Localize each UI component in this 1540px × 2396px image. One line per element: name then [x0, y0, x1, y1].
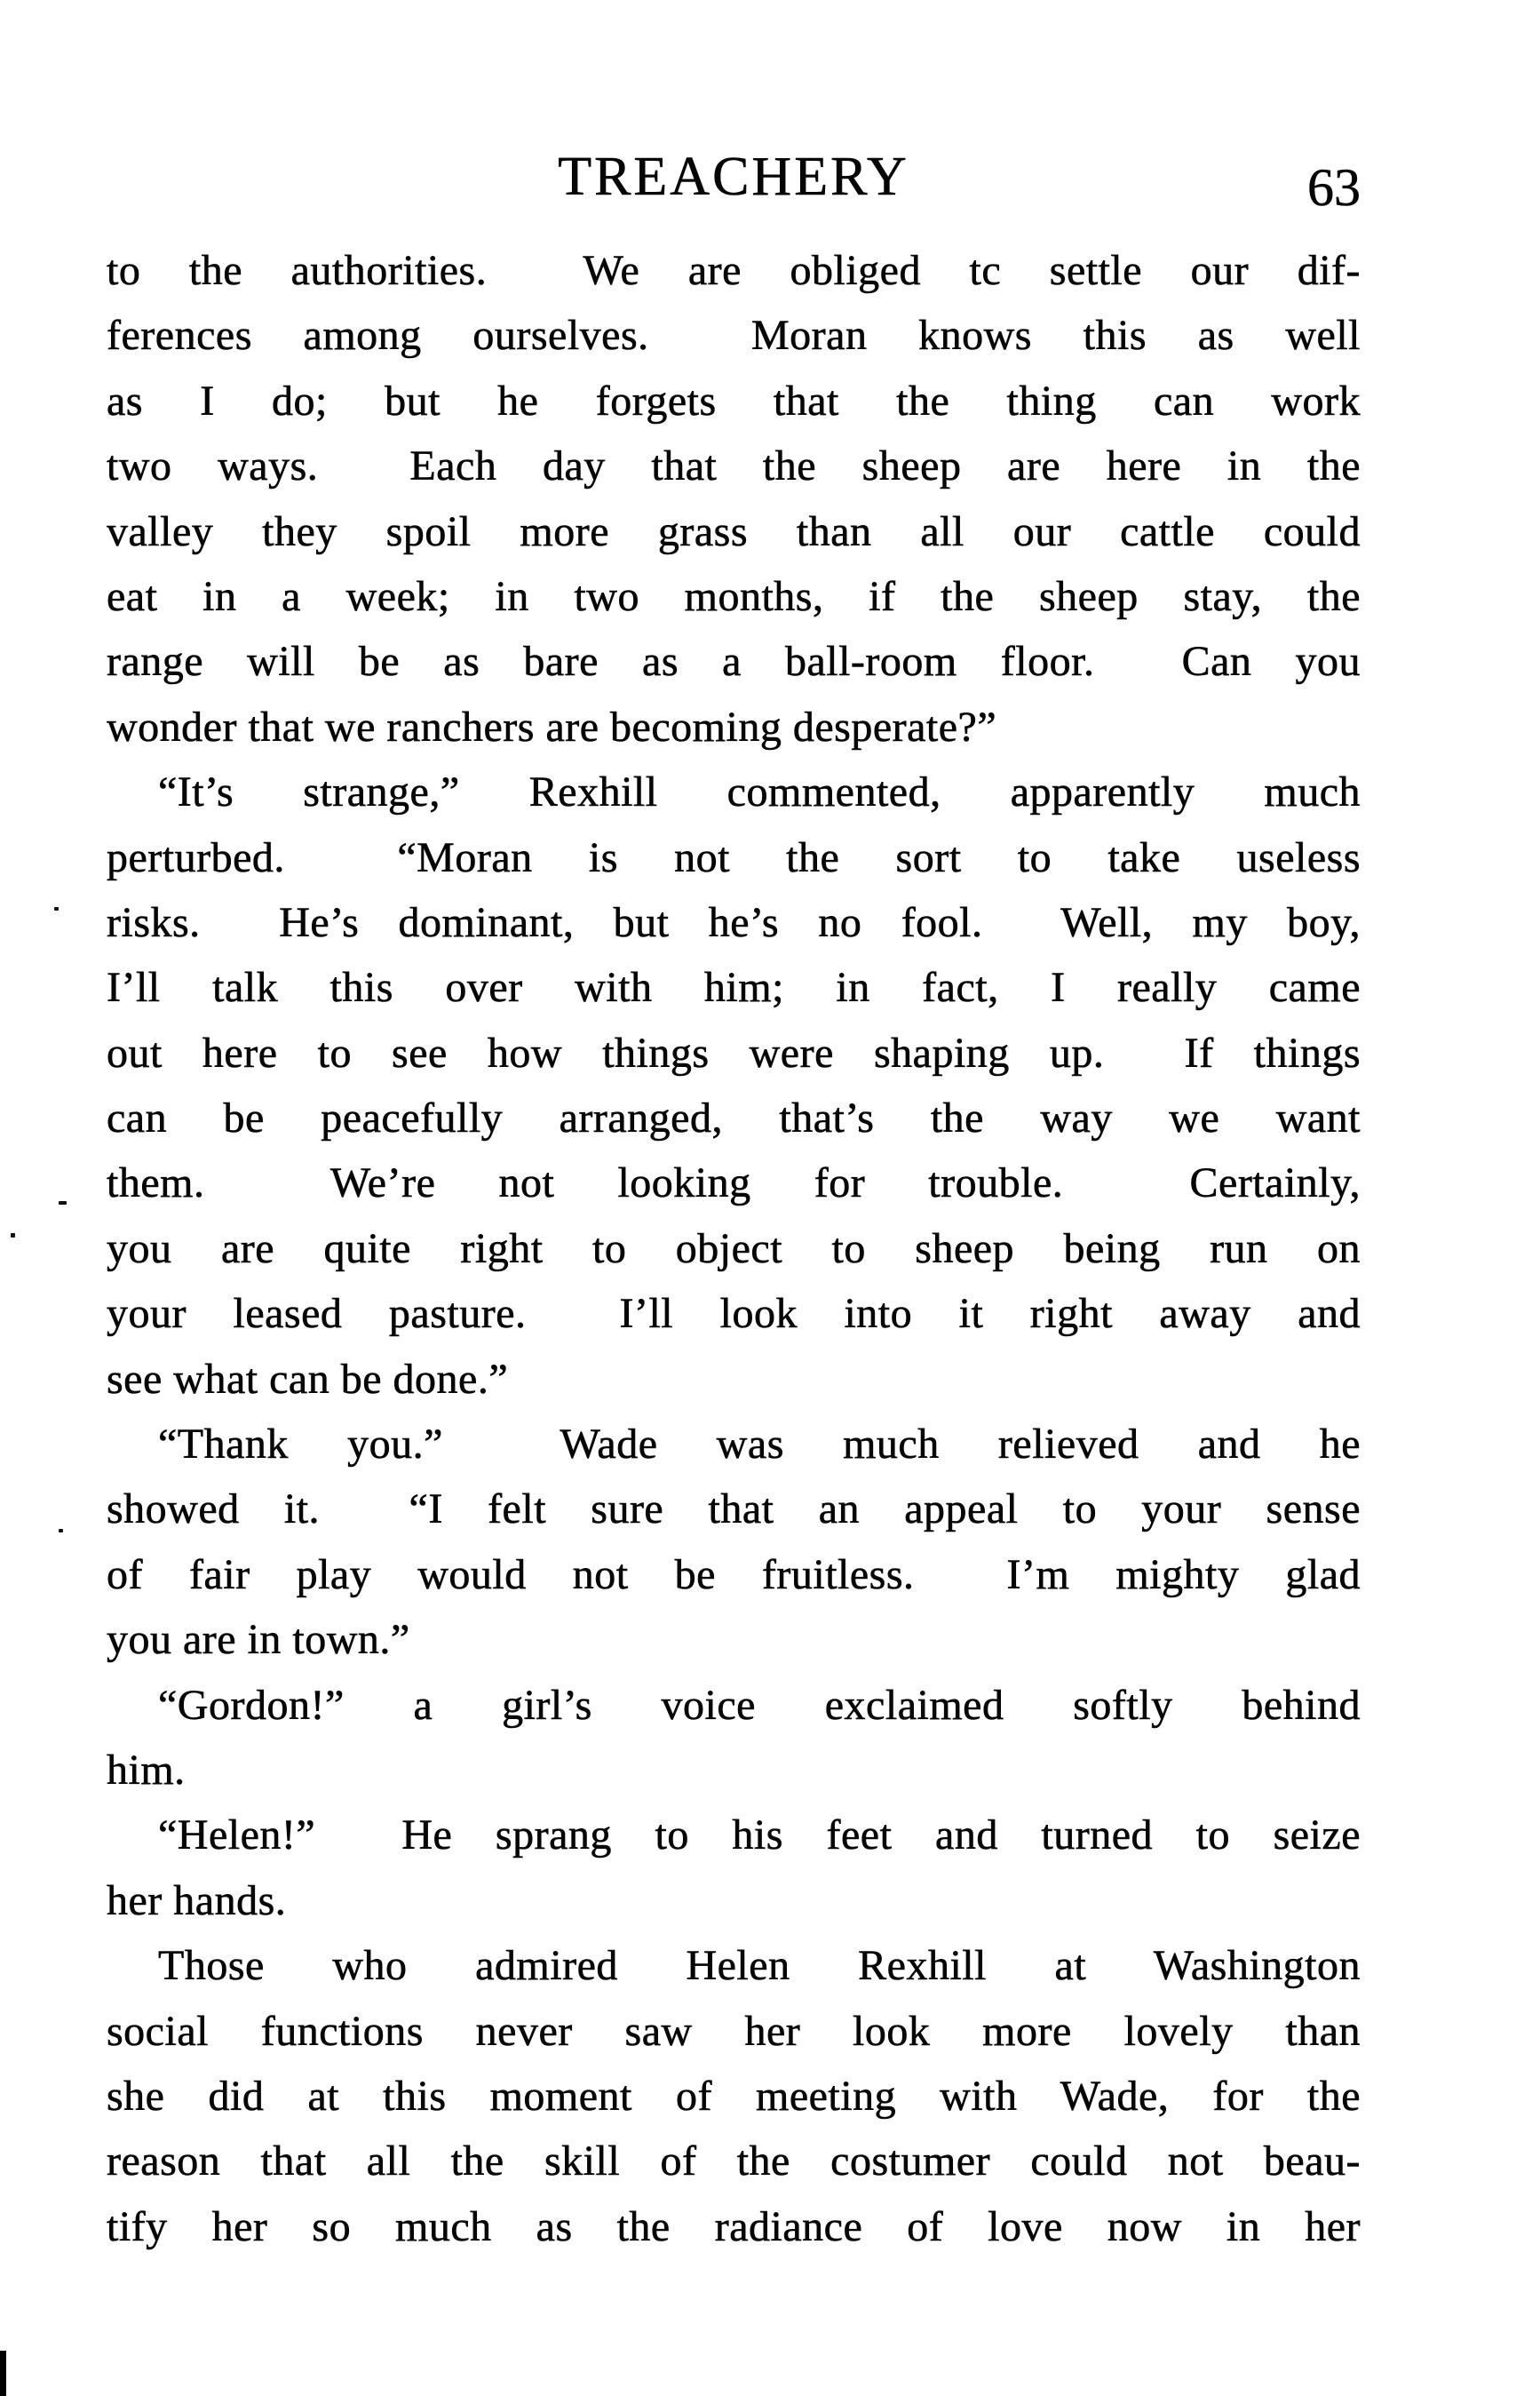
- text-line: “It’s strange,” Rexhill commented, apparently much: [158, 768, 1361, 816]
- text-line: two ways. Each day that the sheep are here in the: [107, 442, 1361, 490]
- text-line: as I do; but he forgets that the thing can work: [107, 377, 1361, 425]
- text-line: see what can be done.”: [107, 1355, 509, 1403]
- ink-speck: [59, 1529, 63, 1532]
- text-line: you are quite right to object to sheep being run on: [107, 1224, 1361, 1272]
- text-line: “Helen!” He sprang to his feet and turned to seize: [158, 1811, 1361, 1859]
- body-text: [107, 238, 1361, 2259]
- page-number: 63: [1307, 158, 1361, 217]
- chapter-running-head: TREACHERY: [558, 147, 909, 207]
- text-line: wonder that we ranchers are becoming desperate?”: [107, 703, 997, 751]
- scan-edge-mark: [0, 2351, 6, 2396]
- text-line: showed it. “I felt sure that an appeal to your sense: [107, 1485, 1361, 1533]
- ink-speck: [54, 907, 59, 911]
- text-line: perturbed. “Moran is not the sort to take useless: [107, 833, 1361, 881]
- text-line: her hands.: [107, 1876, 287, 1924]
- text-line: she did at this moment of meeting with Wade, for the: [107, 2072, 1361, 2120]
- text-line: valley they spoil more grass than all our cattle could: [107, 507, 1361, 555]
- text-line: reason that all the skill of the costumer could not beau-: [107, 2137, 1361, 2185]
- text-line: to the authorities. We are obliged tc settle our dif-: [107, 247, 1361, 294]
- text-line: out here to see how things were shaping up. If things: [107, 1029, 1361, 1077]
- text-line: you are in town.”: [107, 1616, 410, 1664]
- text-line: tify her so much as the radiance of love now in her: [107, 2202, 1361, 2250]
- text-line: eat in a week; in two months, if the sheep stay, the: [107, 572, 1361, 620]
- text-line: Those who admired Helen Rexhill at Washington: [158, 1942, 1361, 1990]
- text-line: social functions never saw her look more lovely than: [107, 2007, 1361, 2055]
- ink-speck: [11, 1233, 15, 1238]
- ink-speck: [59, 1201, 67, 1205]
- text-line: of fair play would not be fruitless. I’m mighty glad: [107, 1550, 1361, 1598]
- text-line: your leased pasture. I’ll look into it right away and: [107, 1290, 1361, 1338]
- text-line: “Gordon!” a girl’s voice exclaimed softly behind: [158, 1681, 1361, 1729]
- text-line: risks. He’s dominant, but he’s no fool. Well, my boy,: [107, 898, 1361, 946]
- text-line: can be peacefully arranged, that’s the way we want: [107, 1095, 1361, 1142]
- text-line: ferences among ourselves. Moran knows this as well: [107, 312, 1361, 360]
- text-line: I’ll talk this over with him; in fact, I really came: [107, 964, 1361, 1012]
- text-line: “Thank you.” Wade was much relieved and he: [158, 1421, 1361, 1469]
- text-line: range will be as bare as a ball-room floor. Can you: [107, 638, 1361, 686]
- text-line: them. We’re not looking for trouble. Certainly,: [107, 1159, 1361, 1207]
- text-line: him.: [107, 1746, 186, 1794]
